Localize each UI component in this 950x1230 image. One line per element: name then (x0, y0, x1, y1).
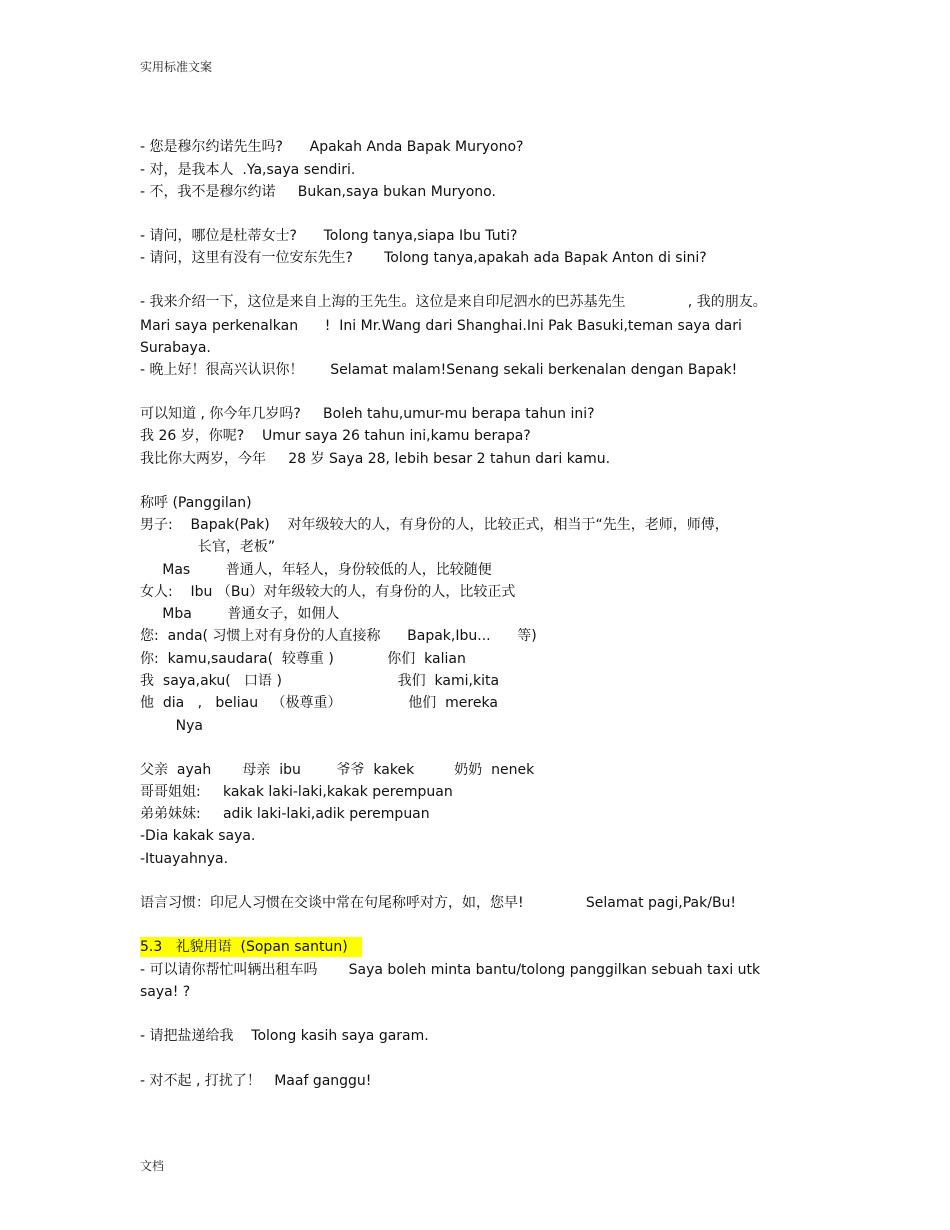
section-heading: 称呼 (Panggilan) (140, 495, 252, 511)
text-line: 可以知道 , 你今年几岁吗? Boleh tahu,umur-mu berapa tahun ini? (140, 406, 595, 422)
text-line: 语言习惯：印尼人习惯在交谈中常在句尾称呼对方，如，您早! Selamat pagi,Pak/Bu! (140, 895, 737, 911)
text-line: - 晚上好！很高兴认识你！ Selamat malam!Senang sekali berkenalan dengan Bapak! (140, 362, 738, 378)
text-line: 父亲 ayah 母亲 ibu 爷爷 kakek 奶奶 nenek (140, 762, 535, 778)
text-line: - 请问，哪位是杜蒂女士? Tolong tanya,siapa Ibu Tuti? (140, 228, 518, 244)
text-line: 我比你大两岁，今年 28 岁 Saya 28, lebih besar 2 tahun dari kamu. (140, 451, 611, 467)
text-line: - 您是穆尔约诺先生吗? Apakah Anda Bapak Muryono? (140, 139, 524, 155)
text-line: - 不，我不是穆尔约诺 Bukan,saya bukan Muryono. (140, 184, 496, 200)
text-line: -Ituayahnya. (140, 851, 229, 867)
text-line: 您: anda( 习惯上对有身份的人直接称 Bapak,Ibu... 等) (140, 628, 537, 644)
text-line: 我 26 岁，你呢? Umur saya 26 tahun ini,kamu berapa? (140, 428, 531, 444)
page-header: 实用标准文案 (140, 60, 213, 74)
text-line: 长官，老板” (140, 539, 276, 555)
text-line: - 请问，这里有没有一位安东先生? Tolong tanya,apakah ada Bapak Anton di sini? (140, 250, 707, 266)
text-line: Mas 普通人，年轻人，身份较低的人，比较随便 (140, 562, 492, 578)
text-line: 我 saya,aku( 口语 ) 我们 kami,kita (140, 673, 500, 689)
text-line: Nya (140, 718, 203, 734)
text-line: - 对不起 , 打扰了！ Maaf ganggu! (140, 1073, 372, 1089)
text-line: - 请把盐递给我 Tolong kasih saya garam. (140, 1028, 429, 1044)
section-heading-highlighted: 5.3 礼貌用语 (Sopan santun) (140, 938, 362, 956)
page-footer: 文档 (140, 1159, 165, 1173)
text-line: - 可以请你帮忙叫辆出租车吗 Saya boleh minta bantu/tolong panggilkan sebuah taxi utk (140, 962, 761, 978)
text-line: Mari saya perkenalkan ! Ini Mr.Wang dari Shanghai.Ini Pak Basuki,teman saya dari (140, 318, 742, 334)
text-line: 他 dia , beliau （极尊重） 他们 mereka (140, 695, 498, 711)
text-line: - 我来介绍一下，这位是来自上海的王先生。这位是来自印尼泗水的巴苏基先生 , 我的朋友。 (140, 294, 767, 310)
text-line: 女人: Ibu （Bu）对年级较大的人，有身份的人，比较正式 (140, 584, 516, 600)
text-line: saya! ? (140, 984, 191, 1000)
text-line: 弟弟妹妹: adik laki-laki,adik perempuan (140, 806, 430, 822)
text-line: -Dia kakak saya. (140, 828, 256, 844)
text-line: 你: kamu,saudara( 较尊重 ) 你们 kalian (140, 651, 466, 667)
text-line: - 对，是我本人 .Ya,saya sendiri. (140, 162, 356, 178)
text-line: 男子: Bapak(Pak) 对年级较大的人，有身份的人，比较正式，相当于“先生，老师，师傅， (140, 517, 729, 533)
text-line: 哥哥姐姐: kakak laki-laki,kakak perempuan (140, 784, 453, 800)
text-line: Mba 普通女子，如佣人 (140, 606, 340, 622)
text-line: Surabaya. (140, 340, 211, 356)
